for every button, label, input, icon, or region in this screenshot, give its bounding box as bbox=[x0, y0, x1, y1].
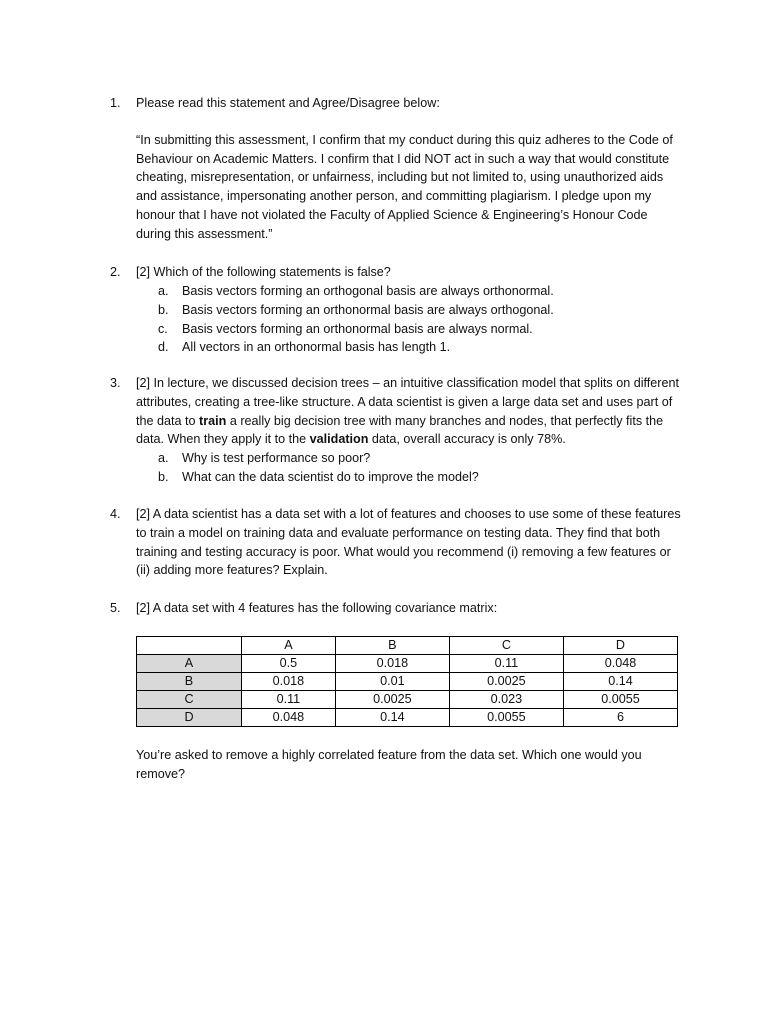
table-row bbox=[137, 655, 678, 673]
question-text bbox=[136, 505, 681, 580]
table-row bbox=[137, 673, 678, 691]
row-header: D bbox=[137, 709, 242, 727]
table-cell: 0.0055 bbox=[563, 691, 677, 709]
question-number: 2. bbox=[110, 265, 121, 279]
question-text bbox=[136, 746, 681, 784]
question-prompt: [2] A data scientist has a data set with a lot of features and chooses to use some of these features to train a model on training data and evaluate performance on testing data. They find that both training and testing accuracy is poor. What would you recommend (i) removing a few features or (ii) adding more features? Explain. bbox=[136, 507, 681, 578]
question-prompt: [2] A data set with 4 features has the following covariance matrix: bbox=[136, 601, 498, 615]
column-header: D bbox=[563, 637, 677, 655]
table-cell: 0.14 bbox=[563, 673, 677, 691]
table-cell: 0.048 bbox=[563, 655, 677, 673]
table-cell: 0.0055 bbox=[449, 709, 563, 727]
column-header: C bbox=[449, 637, 563, 655]
table-header-row bbox=[137, 637, 678, 655]
table-cell: 0.0025 bbox=[335, 691, 449, 709]
question-number: 5. bbox=[110, 601, 121, 615]
row-header: A bbox=[137, 655, 242, 673]
honour-statement: “In submitting this assessment, I confirm that my conduct during this quiz adheres to the Code of Behaviour on Academic Matters. I confirm that I did NOT act in such a way that would constitute cheating, misrepresentation, or unfairness, including but not limited to, using unauthorized aids and assistance, impersonating another person, and committing plagiarism. I pledge upon my honour that I have not violated the Faculty of Applied Science & Engineering’s Honour Code during this assessment.” bbox=[136, 132, 673, 241]
table-row bbox=[137, 709, 678, 727]
table-cell: 0.01 bbox=[335, 673, 449, 691]
table-cell: 0.14 bbox=[335, 709, 449, 727]
table-cell: 0.5 bbox=[242, 655, 336, 673]
option-item: a. Why is test performance so poor? bbox=[158, 451, 371, 465]
follow-up-prompt: You’re asked to remove a highly correlated feature from the data set. Which one would you remove? bbox=[136, 748, 642, 781]
table-row bbox=[137, 691, 678, 709]
table-corner-cell bbox=[137, 637, 242, 655]
option-item: d. All vectors in an orthonormal basis has length 1. bbox=[158, 340, 451, 355]
question-text bbox=[136, 94, 681, 244]
emphasis-train: train bbox=[199, 413, 227, 428]
question-number: 1. bbox=[110, 96, 121, 110]
question-text bbox=[136, 599, 681, 618]
covariance-matrix-table bbox=[136, 636, 678, 727]
option-item: c. Basis vectors forming an orthonormal basis are always normal. bbox=[158, 321, 533, 336]
question-prompt: Please read this statement and Agree/Disagree below: bbox=[136, 96, 440, 110]
question-prompt: [2] In lecture, we discussed decision trees – an intuitive classification model that splits on different attributes, creating a tree-like structure. A data scientist is given a large data set and uses part of the data to train a really big decision tree with many branches and nodes, that perfectly fits the data. When they apply it to the validation data, overall accuracy is only 78%. bbox=[136, 376, 679, 447]
question-text bbox=[136, 263, 681, 282]
option-list bbox=[158, 282, 678, 357]
question-text bbox=[136, 374, 681, 449]
option-item: b. Basis vectors forming an orthonormal basis are always orthogonal. bbox=[158, 302, 554, 317]
table-cell: 0.11 bbox=[449, 655, 563, 673]
option-item: a. Basis vectors forming an orthogonal basis are always orthonormal. bbox=[158, 284, 554, 298]
option-list bbox=[158, 449, 678, 487]
table-cell: 0.11 bbox=[242, 691, 336, 709]
question-prompt: [2] Which of the following statements is false? bbox=[136, 265, 391, 279]
column-header: A bbox=[242, 637, 336, 655]
table-cell: 0.018 bbox=[335, 655, 449, 673]
table-cell: 0.023 bbox=[449, 691, 563, 709]
table-cell: 0.0025 bbox=[449, 673, 563, 691]
row-header: C bbox=[137, 691, 242, 709]
emphasis-validation: validation bbox=[309, 432, 369, 447]
column-header: B bbox=[335, 637, 449, 655]
question-number: 3. bbox=[110, 376, 121, 390]
table-cell: 0.018 bbox=[242, 673, 336, 691]
option-item: b. What can the data scientist do to improve the model? bbox=[158, 469, 479, 484]
table-cell: 0.048 bbox=[242, 709, 336, 727]
row-header: B bbox=[137, 673, 242, 691]
question-number: 4. bbox=[110, 507, 121, 521]
table-cell: 6 bbox=[563, 709, 677, 727]
